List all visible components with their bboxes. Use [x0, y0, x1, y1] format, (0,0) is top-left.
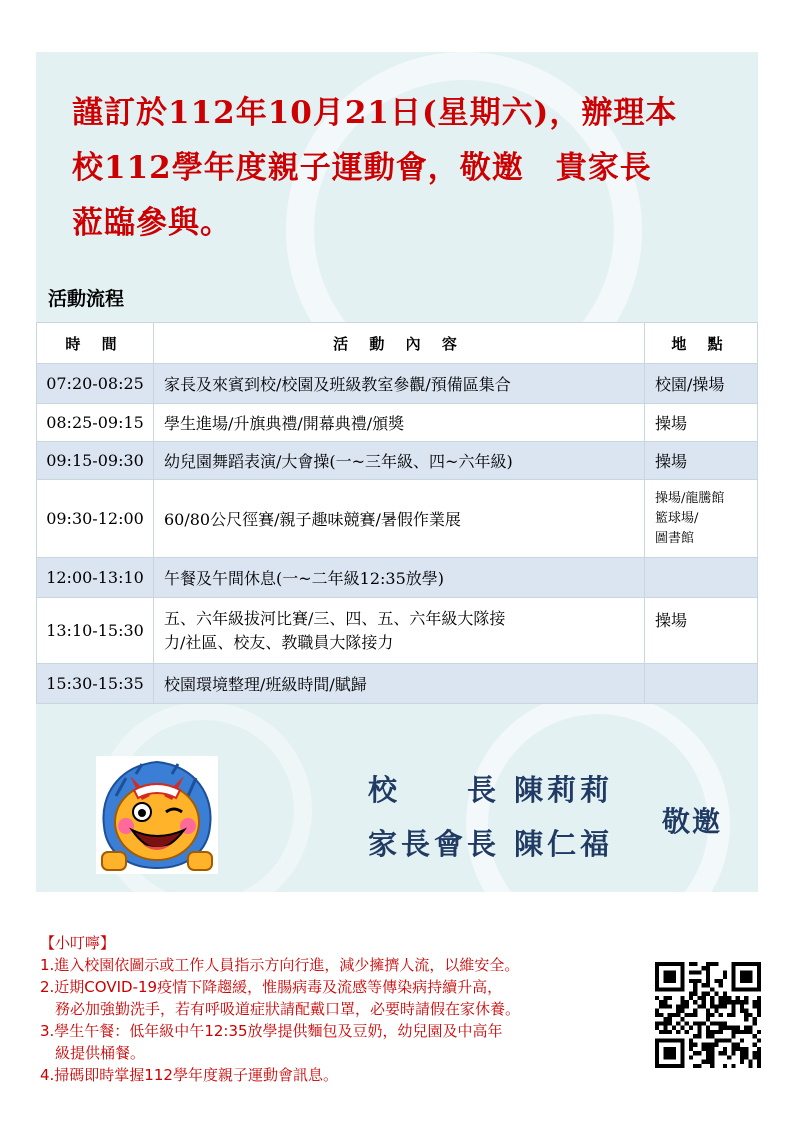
row-place	[645, 480, 758, 558]
table-row	[37, 480, 758, 558]
row-time: 07:20-08:25	[37, 364, 154, 404]
row-time: 09:15-09:30	[37, 442, 154, 480]
reminder-notes	[40, 932, 640, 1086]
cartoon-mascot-icon	[96, 756, 218, 874]
table-header-row	[37, 323, 758, 364]
row-activity: 午餐及午間休息(一~二年級12:35放學)	[154, 558, 645, 598]
schedule-title: 活動流程	[48, 288, 125, 310]
note-line: 2.近期COVID-19疫情下降趨緩，惟腸病毒及流感等傳染病持續升高，	[40, 978, 503, 996]
row-place: 操場	[645, 404, 758, 442]
note-line: 級提供桶餐。	[40, 1044, 146, 1062]
row-place	[645, 664, 758, 704]
closing-invite: 敬邀	[662, 805, 723, 838]
table-row	[37, 404, 758, 442]
row-activity: 幼兒園舞蹈表演/大會操(一~三年級、四~六年級)	[154, 442, 645, 480]
table-row	[37, 364, 758, 404]
invitation-text	[72, 86, 732, 251]
table-row	[37, 598, 758, 664]
header-time: 時 間	[37, 323, 154, 364]
row-place: 校園/操場	[645, 364, 758, 404]
schedule-table	[36, 322, 758, 704]
header-activity: 活 動 內 容	[154, 323, 645, 364]
note-line: 3.學生午餐：低年級中午12:35放學提供麵包及豆奶，幼兒園及中高年	[40, 1022, 503, 1040]
row-activity	[154, 598, 645, 664]
row-time: 09:30-12:00	[37, 480, 154, 558]
row-activity: 家長及來賓到校/校園及班級教室參觀/預備區集合	[154, 364, 645, 404]
invitation-line: 謹訂於112年10月21日(星期六)，辦理本	[72, 95, 678, 131]
row-place: 操場	[645, 598, 758, 664]
invitation-line: 校112學年度親子運動會，敬邀 貴家長	[72, 150, 652, 186]
place-line: 圖書館	[655, 530, 695, 546]
note-line: 4.掃碼即時掌握112學年度親子運動會訊息。	[40, 1066, 338, 1084]
row-activity: 學生進場/升旗典禮/開幕典禮/頒獎	[154, 404, 645, 442]
pta-president-signature: 家長會長 陳仁福	[368, 827, 614, 861]
activity-line: 五、六年級拔河比賽/三、四、五、六年級大隊接	[164, 608, 506, 628]
note-line: 務必加強勤洗手，若有呼吸道症狀請配戴口罩，必要時請假在家休養。	[40, 1000, 521, 1018]
row-time: 15:30-15:35	[37, 664, 154, 704]
row-time: 08:25-09:15	[37, 404, 154, 442]
note-line: 1.進入校園依圖示或工作人員指示方向行進，減少擁擠人流，以維安全。	[40, 956, 520, 974]
invitation-line: 蒞臨參與。	[72, 205, 232, 241]
row-activity: 校園環境整理/班級時間/賦歸	[154, 664, 645, 704]
notes-title: 【小叮嚀】	[40, 934, 116, 952]
table-row	[37, 442, 758, 480]
activity-line: 力/社區、校友、教職員大隊接力	[164, 632, 394, 652]
place-line: 籃球場/	[655, 510, 699, 526]
table-row	[37, 558, 758, 598]
qr-code-icon[interactable]	[655, 962, 761, 1068]
table-row	[37, 664, 758, 704]
place-line: 操場/龍騰館	[655, 490, 725, 506]
header-place: 地 點	[645, 323, 758, 364]
row-place	[645, 558, 758, 598]
row-time: 12:00-13:10	[37, 558, 154, 598]
row-activity: 60/80公尺徑賽/親子趣味競賽/暑假作業展	[154, 480, 645, 558]
principal-signature: 校 長 陳莉莉	[368, 773, 614, 807]
row-place: 操場	[645, 442, 758, 480]
row-time: 13:10-15:30	[37, 598, 154, 664]
